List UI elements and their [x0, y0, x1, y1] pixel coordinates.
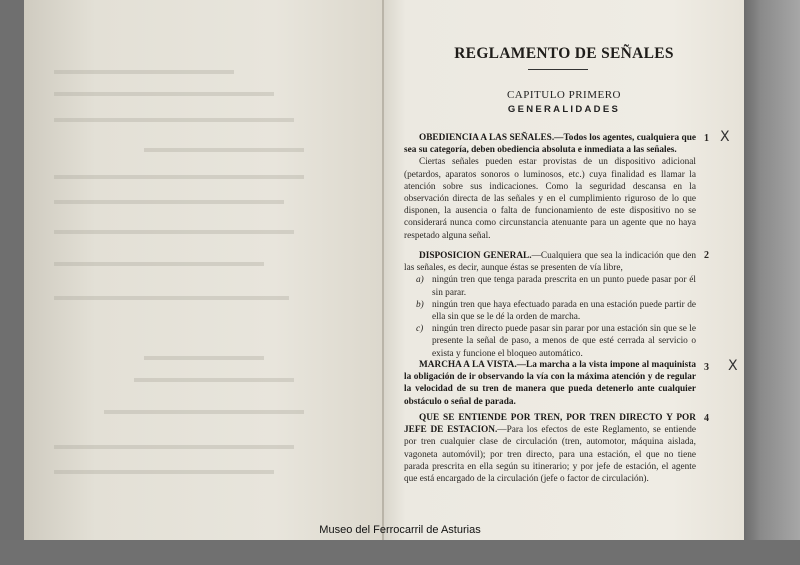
article-4 [404, 412, 696, 485]
bleed-line [134, 378, 294, 382]
bleed-line [54, 296, 289, 300]
bleed-line [54, 70, 234, 74]
article-4-heading: QUE SE ENTIENDE POR TREN, POR TREN DIRECTO Y POR JEFE DE ESTACION. [404, 413, 696, 436]
article-3-number: 3 [704, 362, 709, 373]
article-2-lead: —Cualquiera que sea la indicación que den las señales, es decir, aunque éstas se presenten de vía libre, [404, 251, 696, 274]
bleed-line [54, 118, 294, 122]
bleed-line [54, 92, 274, 96]
page-title: REGLAMENTO DE SEÑALES [454, 45, 674, 62]
article-1-lead: OBEDIENCIA A LAS SEÑALES.—Todos los agentes, cualquiera que sea su categoría, deben obediencia absoluta e inmediata a las señales. [404, 133, 696, 156]
chapter-heading: CAPITULO PRIMERO [506, 89, 622, 101]
watermark-caption: Museo del Ferrocarril de Asturias [319, 524, 481, 536]
article-2-item-c: c) ningún tren directo puede pasar sin parar por una estación sin que se le presente la señal de paso, a menos de que esté cerrada al servicio o exista y funcione el bloqueo automático. [416, 324, 696, 359]
article-4-lead: —Para los efectos de este Reglamento, se entiende por tren cualquier clase de circulación (tren, automotor, máquina aislada, vagoneta automóvil); por tren directo, para una estación, el que no tiene parada prescrita en ella según su itinerario; y por jefe de estación, el agente que está encargado de la circulación (jefe o factor de circulación). [404, 425, 696, 485]
article-1-body: Ciertas señales pueden estar provistas de un dispositivo adicional (petardos, aparatos sonoros o luminosos, etc.) cuya finalidad es llamar la atención sobre sus indicaciones. Como la seguridad descansa en la observación directa de las señales y en el cumplimiento riguroso de lo que disponen, la ausencia o falta de funcionamiento de este dispositivo no se considerará nunca como circunstancia atenuante para un agente que no haya respetado alguna señal. [404, 157, 696, 241]
handwritten-mark-1: X [720, 129, 730, 145]
article-1-number: 1 [704, 133, 709, 144]
article-2-item-b: b) ningún tren que haya efectuado parada en una estación puede partir de ella sin que se le dé la orden de marcha. [416, 299, 696, 323]
section-heading: GENERALIDADES [507, 104, 621, 115]
article-2 [404, 250, 696, 360]
bleed-line [54, 470, 274, 474]
bleed-line [54, 175, 304, 179]
handwritten-mark-3: X [728, 358, 738, 374]
title-rule [528, 69, 588, 70]
bleed-line [54, 230, 294, 234]
scanner-edge [744, 0, 800, 565]
scanner-bottom [0, 540, 800, 565]
article-1 [404, 132, 696, 242]
bleed-line [104, 410, 304, 414]
article-4-number: 4 [704, 413, 709, 424]
article-2-heading: DISPOSICION GENERAL. [419, 251, 532, 261]
left-page-bleedthrough [24, 0, 384, 540]
article-2-item-a: a) ningún tren que tenga parada prescrita en un punto puede pasar por él sin parar. [416, 275, 696, 298]
bleed-line [54, 445, 294, 449]
article-3 [404, 359, 696, 408]
article-2-number: 2 [704, 250, 709, 261]
article-3-lead: MARCHA A LA VISTA.—La marcha a la vista impone al maquinista la obligación de ir observando la vía con la máxima atención y de regular la velocidad de su tren de manera que pueda detenerlo ante cualquier obstáculo o señal de parada. [404, 360, 696, 407]
bleed-line [54, 200, 284, 204]
bleed-line [144, 148, 304, 152]
bleed-line [144, 356, 264, 360]
bleed-line [54, 262, 264, 266]
